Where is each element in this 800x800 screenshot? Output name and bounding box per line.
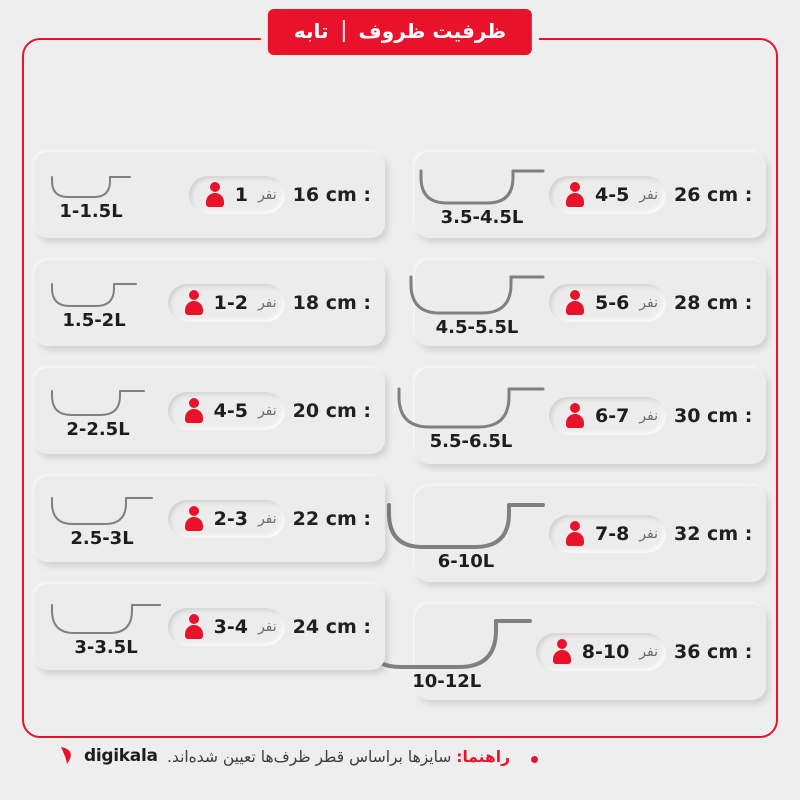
person-icon	[184, 506, 204, 532]
person-icon	[565, 521, 585, 547]
pan-capacity-label: 5.5-6.5L	[429, 430, 513, 452]
header-separator	[343, 20, 345, 42]
pan-illustration-group	[44, 169, 136, 222]
pan-illustration-group	[381, 497, 549, 572]
servings-unit-label: نفر	[639, 644, 658, 660]
pan-icon	[46, 383, 150, 417]
servings-unit-label: نفر	[257, 619, 277, 635]
servings-pill	[536, 633, 666, 671]
pan-icon	[383, 497, 549, 549]
servings-count: 4-5	[594, 184, 630, 206]
servings-unit-label: نفر	[639, 526, 658, 542]
footer-note-label: راهنما:	[456, 748, 510, 766]
pan-icon	[393, 381, 549, 429]
pan-size-label: 32 cm :	[674, 523, 753, 545]
pan-capacity-label: 6-10L	[437, 550, 495, 572]
capacity-card	[34, 152, 385, 238]
pan-illustration-group	[391, 381, 549, 452]
pan-size-label: 26 cm :	[674, 184, 753, 206]
servings-count: 3-4	[213, 616, 248, 638]
capacity-card	[415, 152, 766, 238]
capacity-card	[34, 476, 385, 562]
servings-unit-label: نفر	[257, 187, 277, 203]
column-left	[34, 152, 385, 700]
servings-pill	[549, 515, 666, 553]
servings-count: 2-3	[213, 508, 248, 530]
pan-illustration-group	[44, 383, 150, 440]
servings-count: 7-8	[594, 523, 630, 545]
pan-icon	[405, 269, 549, 315]
pan-size-label: 36 cm :	[674, 641, 753, 663]
pan-icon	[46, 169, 136, 199]
pan-size-label: 24 cm :	[292, 616, 371, 638]
pan-capacity-label: 2-2.5L	[66, 418, 130, 440]
servings-unit-label: نفر	[257, 511, 277, 527]
column-right	[412, 152, 766, 700]
pan-size-label: 18 cm :	[292, 292, 371, 314]
digikala-logo	[58, 745, 158, 766]
person-icon	[552, 639, 572, 665]
pan-icon	[415, 163, 549, 205]
footer-note	[167, 748, 510, 766]
pan-capacity-label: 3-3.5L	[74, 636, 138, 658]
bullet-dot-icon	[531, 756, 538, 763]
pan-capacity-label: 4.5-5.5L	[435, 316, 519, 338]
pan-capacity-label: 10-12L	[412, 670, 482, 692]
pan-icon	[46, 597, 166, 635]
pan-size-label: 16 cm :	[292, 184, 371, 206]
capacity-grid	[34, 152, 766, 700]
servings-pill	[189, 176, 285, 214]
person-icon	[565, 403, 585, 429]
person-icon	[184, 614, 204, 640]
digikala-mark-icon	[58, 745, 77, 766]
capacity-card	[412, 604, 766, 700]
servings-unit-label: نفر	[639, 187, 658, 203]
person-icon	[205, 182, 225, 208]
pan-capacity-label: 1.5-2L	[62, 309, 126, 331]
servings-unit-label: نفر	[639, 295, 658, 311]
servings-count: 4-5	[213, 400, 248, 422]
capacity-card	[34, 584, 385, 670]
servings-count: 6-7	[594, 405, 630, 427]
servings-pill	[549, 397, 666, 435]
servings-pill	[549, 176, 666, 214]
servings-pill	[168, 500, 285, 538]
pan-illustration-group	[44, 276, 142, 331]
servings-unit-label: نفر	[257, 403, 277, 419]
servings-unit-label: نفر	[639, 408, 658, 424]
person-icon	[565, 182, 585, 208]
pan-size-label: 22 cm :	[292, 508, 371, 530]
person-icon	[184, 398, 204, 424]
capacity-card	[415, 260, 766, 346]
pan-size-label: 30 cm :	[674, 405, 753, 427]
servings-count: 8-10	[581, 641, 630, 663]
header-title: ظرفیت ظروف	[358, 19, 507, 43]
pan-illustration-group	[44, 490, 158, 549]
servings-pill	[549, 284, 666, 322]
servings-unit-label: نفر	[257, 295, 277, 311]
capacity-card	[34, 368, 385, 454]
servings-count: 1	[234, 184, 248, 206]
pan-capacity-label: 2.5-3L	[70, 527, 134, 549]
capacity-card	[34, 260, 385, 346]
capacity-card	[415, 368, 766, 464]
pan-capacity-label: 1-1.5L	[59, 200, 123, 222]
header-banner	[268, 9, 532, 55]
person-icon	[565, 290, 585, 316]
servings-pill	[168, 284, 285, 322]
footer-note-text: سایزها براساس قطر ظرف‌ها تعیین شده‌اند.	[167, 748, 452, 766]
digikala-wordmark: digikala	[84, 745, 158, 766]
pan-size-label: 20 cm :	[292, 400, 371, 422]
pan-capacity-label: 3.5-4.5L	[440, 206, 524, 228]
servings-count: 1-2	[213, 292, 248, 314]
header-subtitle: تابه	[293, 19, 329, 43]
person-icon	[184, 290, 204, 316]
pan-size-label: 28 cm :	[674, 292, 753, 314]
pan-icon	[46, 490, 158, 526]
servings-count: 5-6	[594, 292, 630, 314]
pan-illustration-group	[403, 269, 549, 338]
capacity-card	[415, 486, 766, 582]
servings-pill	[168, 608, 285, 646]
pan-icon	[46, 276, 142, 308]
servings-pill	[168, 392, 285, 430]
pan-illustration-group	[413, 163, 549, 228]
pan-illustration-group	[44, 597, 166, 658]
